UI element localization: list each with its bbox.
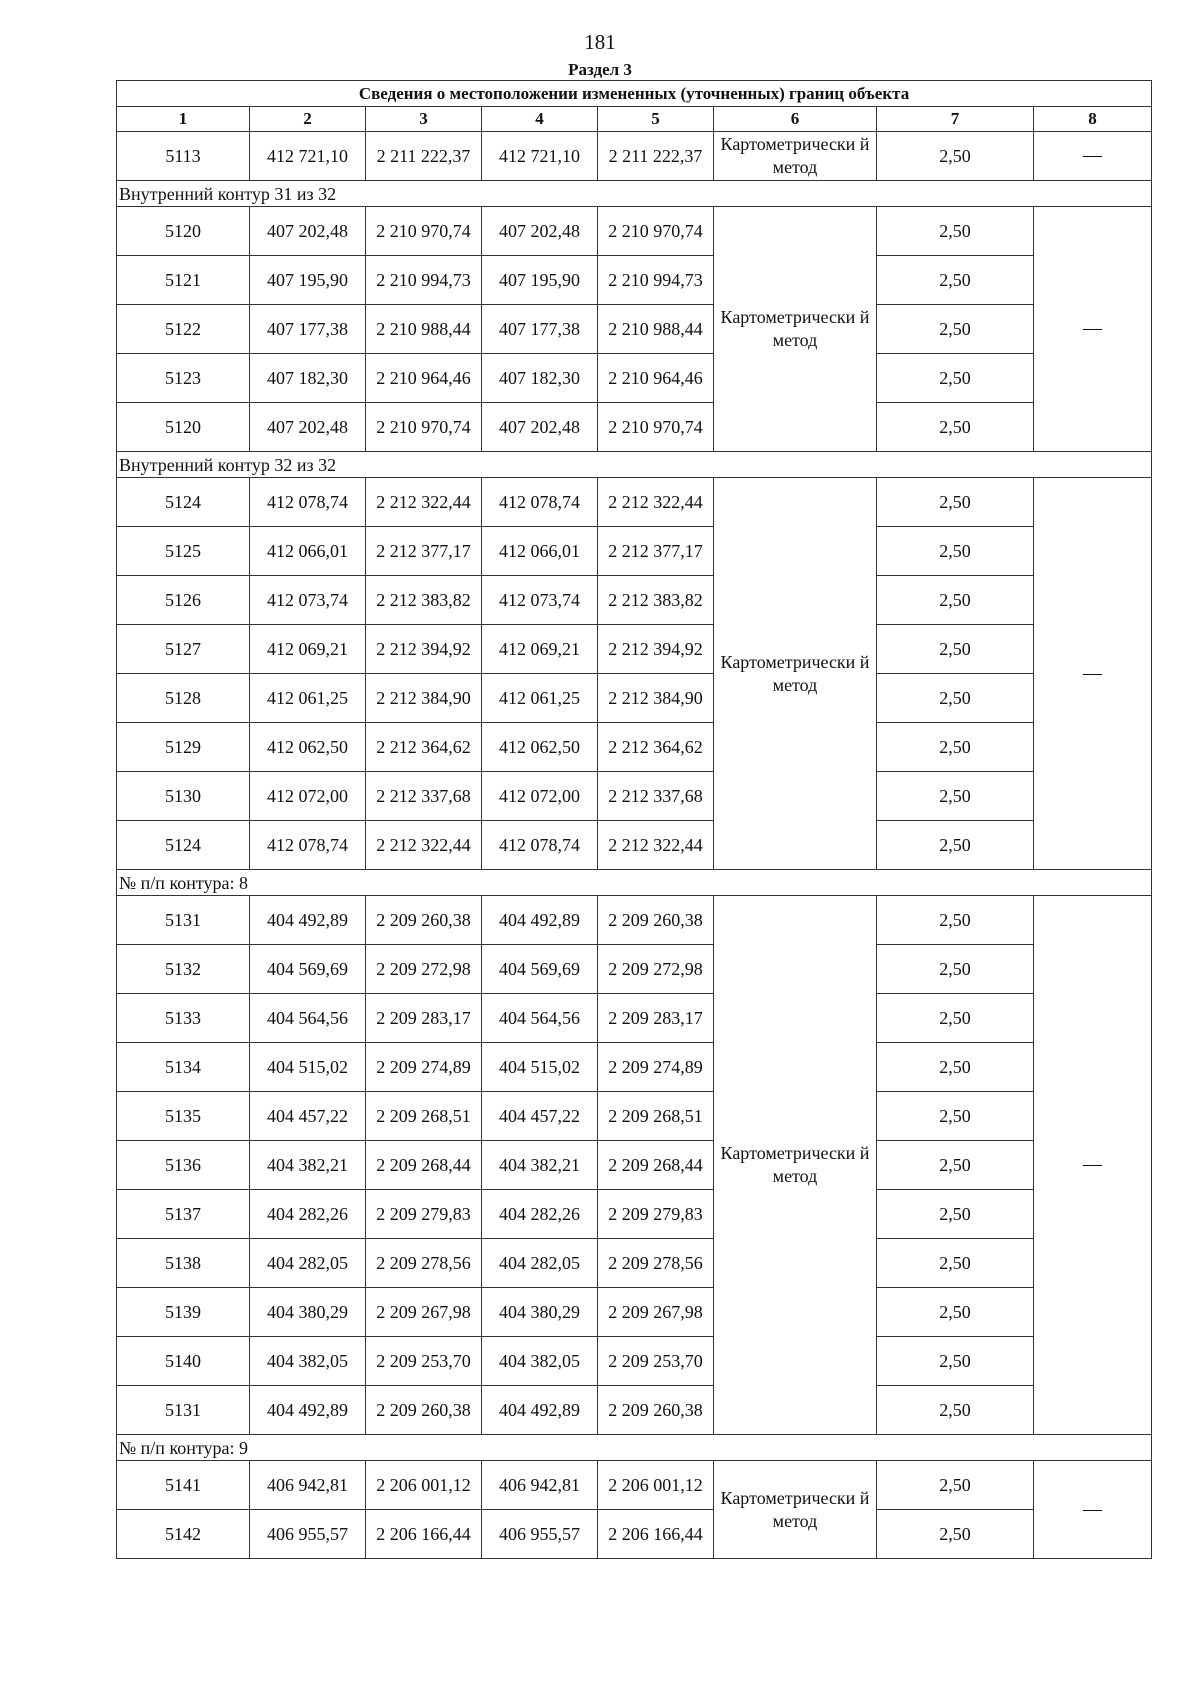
x-new: 412 069,21	[482, 625, 598, 674]
point-number: 5135	[117, 1092, 250, 1141]
contour-label: № п/п контура: 8	[117, 870, 1152, 896]
point-number: 5141	[117, 1461, 250, 1510]
contour-header	[117, 1435, 1152, 1461]
table-row	[117, 354, 1152, 403]
y-existing: 2 210 994,73	[366, 256, 482, 305]
method-cell: Картометрически й метод	[714, 1461, 877, 1559]
x-existing: 404 492,89	[250, 896, 366, 945]
precision-value: 2,50	[877, 723, 1034, 772]
table-row	[117, 674, 1152, 723]
y-existing: 2 206 001,12	[366, 1461, 482, 1510]
table-row	[117, 1337, 1152, 1386]
y-new: 2 212 383,82	[598, 576, 714, 625]
point-number: 5129	[117, 723, 250, 772]
x-existing: 412 062,50	[250, 723, 366, 772]
y-existing: 2 210 970,74	[366, 403, 482, 452]
precision-value: 2,50	[877, 1092, 1034, 1141]
y-existing: 2 210 988,44	[366, 305, 482, 354]
precision-value: 2,50	[877, 772, 1034, 821]
table-row	[117, 1141, 1152, 1190]
precision-value: 2,50	[877, 256, 1034, 305]
contour-header	[117, 870, 1152, 896]
contour-header	[117, 452, 1152, 478]
method-cell: Картометрически й метод	[714, 478, 877, 870]
table-body	[117, 81, 1152, 1559]
point-number: 5126	[117, 576, 250, 625]
x-existing: 407 195,90	[250, 256, 366, 305]
y-new: 2 209 279,83	[598, 1190, 714, 1239]
y-new: 2 209 283,17	[598, 994, 714, 1043]
x-new: 404 492,89	[482, 1386, 598, 1435]
y-existing: 2 206 166,44	[366, 1510, 482, 1559]
point-number: 5122	[117, 305, 250, 354]
y-new: 2 212 322,44	[598, 478, 714, 527]
point-number: 5134	[117, 1043, 250, 1092]
column-number-1: 1	[117, 107, 250, 132]
table-row	[117, 256, 1152, 305]
precision-value: 2,50	[877, 674, 1034, 723]
column-number-5: 5	[598, 107, 714, 132]
x-new: 412 061,25	[482, 674, 598, 723]
x-new: 412 721,10	[482, 132, 598, 181]
x-existing: 404 382,21	[250, 1141, 366, 1190]
precision-value: 2,50	[877, 1337, 1034, 1386]
point-number: 5132	[117, 945, 250, 994]
y-new: 2 210 994,73	[598, 256, 714, 305]
x-existing: 404 380,29	[250, 1288, 366, 1337]
x-new: 407 177,38	[482, 305, 598, 354]
y-new: 2 210 970,74	[598, 207, 714, 256]
y-new: 2 212 337,68	[598, 772, 714, 821]
precision-value: 2,50	[877, 1190, 1034, 1239]
x-new: 404 282,26	[482, 1190, 598, 1239]
x-new: 404 564,56	[482, 994, 598, 1043]
point-number: 5120	[117, 403, 250, 452]
x-existing: 404 515,02	[250, 1043, 366, 1092]
x-new: 407 195,90	[482, 256, 598, 305]
column-numbers-row	[117, 107, 1152, 132]
precision-value: 2,50	[877, 576, 1034, 625]
y-existing: 2 209 253,70	[366, 1337, 482, 1386]
point-number: 5142	[117, 1510, 250, 1559]
precision-value: 2,50	[877, 1386, 1034, 1435]
point-number: 5133	[117, 994, 250, 1043]
x-new: 404 282,05	[482, 1239, 598, 1288]
y-existing: 2 209 267,98	[366, 1288, 482, 1337]
table-row	[117, 1043, 1152, 1092]
table-row	[117, 625, 1152, 674]
column-number-3: 3	[366, 107, 482, 132]
x-existing: 407 182,30	[250, 354, 366, 403]
table-row	[117, 994, 1152, 1043]
x-new: 412 072,00	[482, 772, 598, 821]
x-existing: 412 066,01	[250, 527, 366, 576]
contour-label: Внутренний контур 31 из 32	[117, 181, 1152, 207]
x-new: 404 515,02	[482, 1043, 598, 1092]
table-title-row	[117, 81, 1152, 107]
column-number-2: 2	[250, 107, 366, 132]
y-existing: 2 210 970,74	[366, 207, 482, 256]
y-existing: 2 209 260,38	[366, 896, 482, 945]
table-row	[117, 576, 1152, 625]
x-existing: 404 282,26	[250, 1190, 366, 1239]
y-existing: 2 212 377,17	[366, 527, 482, 576]
table-row	[117, 945, 1152, 994]
y-new: 2 212 322,44	[598, 821, 714, 870]
y-existing: 2 212 337,68	[366, 772, 482, 821]
table-title: Сведения о местоположении измененных (уточненных) границ объекта	[117, 81, 1152, 107]
table-row	[117, 305, 1152, 354]
precision-value: 2,50	[877, 945, 1034, 994]
point-number: 5137	[117, 1190, 250, 1239]
x-new: 406 942,81	[482, 1461, 598, 1510]
method-cell: Картометрически й метод	[714, 896, 877, 1435]
column-8-cell: —	[1034, 132, 1152, 181]
table-row	[117, 772, 1152, 821]
x-existing: 406 942,81	[250, 1461, 366, 1510]
y-existing: 2 211 222,37	[366, 132, 482, 181]
y-new: 2 209 267,98	[598, 1288, 714, 1337]
x-existing: 412 072,00	[250, 772, 366, 821]
y-new: 2 210 964,46	[598, 354, 714, 403]
table-row	[117, 1510, 1152, 1559]
y-new: 2 209 260,38	[598, 1386, 714, 1435]
y-new: 2 212 377,17	[598, 527, 714, 576]
coordinates-table	[116, 80, 1152, 1559]
table-row	[117, 1288, 1152, 1337]
column-number-6: 6	[714, 107, 877, 132]
point-number: 5125	[117, 527, 250, 576]
column-8-cell: —	[1034, 896, 1152, 1435]
column-8-cell: —	[1034, 1461, 1152, 1559]
y-new: 2 206 001,12	[598, 1461, 714, 1510]
table-row	[117, 527, 1152, 576]
y-existing: 2 212 322,44	[366, 478, 482, 527]
table-row	[117, 207, 1152, 256]
point-number: 5130	[117, 772, 250, 821]
y-existing: 2 209 278,56	[366, 1239, 482, 1288]
x-new: 404 380,29	[482, 1288, 598, 1337]
x-new: 407 182,30	[482, 354, 598, 403]
x-existing: 412 073,74	[250, 576, 366, 625]
column-8-cell: —	[1034, 207, 1152, 452]
y-new: 2 209 260,38	[598, 896, 714, 945]
x-existing: 407 202,48	[250, 207, 366, 256]
x-new: 412 073,74	[482, 576, 598, 625]
table-row	[117, 1239, 1152, 1288]
precision-value: 2,50	[877, 625, 1034, 674]
y-new: 2 209 272,98	[598, 945, 714, 994]
x-existing: 412 069,21	[250, 625, 366, 674]
precision-value: 2,50	[877, 132, 1034, 181]
x-existing: 404 282,05	[250, 1239, 366, 1288]
y-new: 2 209 274,89	[598, 1043, 714, 1092]
y-existing: 2 212 384,90	[366, 674, 482, 723]
table-row	[117, 723, 1152, 772]
y-new: 2 212 384,90	[598, 674, 714, 723]
x-existing: 407 177,38	[250, 305, 366, 354]
x-new: 404 382,21	[482, 1141, 598, 1190]
table-row	[117, 478, 1152, 527]
x-new: 407 202,48	[482, 207, 598, 256]
method-cell: Картометрически й метод	[714, 207, 877, 452]
table-row	[117, 821, 1152, 870]
x-existing: 412 061,25	[250, 674, 366, 723]
table-row	[117, 1461, 1152, 1510]
y-new: 2 212 394,92	[598, 625, 714, 674]
contour-label: Внутренний контур 32 из 32	[117, 452, 1152, 478]
point-number: 5124	[117, 821, 250, 870]
y-existing: 2 210 964,46	[366, 354, 482, 403]
y-new: 2 209 278,56	[598, 1239, 714, 1288]
table-row	[117, 896, 1152, 945]
precision-value: 2,50	[877, 994, 1034, 1043]
table-row	[117, 1190, 1152, 1239]
point-number: 5124	[117, 478, 250, 527]
x-existing: 404 457,22	[250, 1092, 366, 1141]
y-existing: 2 209 268,51	[366, 1092, 482, 1141]
x-new: 412 078,74	[482, 478, 598, 527]
y-existing: 2 209 274,89	[366, 1043, 482, 1092]
column-number-7: 7	[877, 107, 1034, 132]
precision-value: 2,50	[877, 1141, 1034, 1190]
precision-value: 2,50	[877, 1510, 1034, 1559]
y-new: 2 211 222,37	[598, 132, 714, 181]
point-number: 5139	[117, 1288, 250, 1337]
precision-value: 2,50	[877, 1288, 1034, 1337]
y-new: 2 209 268,51	[598, 1092, 714, 1141]
point-number: 5136	[117, 1141, 250, 1190]
point-number: 5123	[117, 354, 250, 403]
table-row	[117, 1092, 1152, 1141]
point-number: 5128	[117, 674, 250, 723]
point-number: 5127	[117, 625, 250, 674]
point-number: 5131	[117, 1386, 250, 1435]
table-row	[117, 132, 1152, 181]
y-existing: 2 209 279,83	[366, 1190, 482, 1239]
x-existing: 404 564,56	[250, 994, 366, 1043]
y-existing: 2 209 260,38	[366, 1386, 482, 1435]
x-new: 412 078,74	[482, 821, 598, 870]
x-new: 412 066,01	[482, 527, 598, 576]
column-number-4: 4	[482, 107, 598, 132]
y-new: 2 209 268,44	[598, 1141, 714, 1190]
y-existing: 2 212 322,44	[366, 821, 482, 870]
x-new: 412 062,50	[482, 723, 598, 772]
precision-value: 2,50	[877, 305, 1034, 354]
point-number: 5121	[117, 256, 250, 305]
precision-value: 2,50	[877, 354, 1034, 403]
x-new: 404 492,89	[482, 896, 598, 945]
y-new: 2 210 970,74	[598, 403, 714, 452]
y-existing: 2 209 272,98	[366, 945, 482, 994]
x-new: 404 457,22	[482, 1092, 598, 1141]
x-existing: 404 382,05	[250, 1337, 366, 1386]
point-number: 5140	[117, 1337, 250, 1386]
method-cell: Картометрически й метод	[714, 132, 877, 181]
precision-value: 2,50	[877, 821, 1034, 870]
table-row	[117, 1386, 1152, 1435]
precision-value: 2,50	[877, 478, 1034, 527]
precision-value: 2,50	[877, 207, 1034, 256]
x-new: 406 955,57	[482, 1510, 598, 1559]
precision-value: 2,50	[877, 527, 1034, 576]
point-number: 5120	[117, 207, 250, 256]
point-number: 5113	[117, 132, 250, 181]
precision-value: 2,50	[877, 1239, 1034, 1288]
x-existing: 404 492,89	[250, 1386, 366, 1435]
y-existing: 2 212 394,92	[366, 625, 482, 674]
contour-label: № п/п контура: 9	[117, 1435, 1152, 1461]
x-existing: 412 078,74	[250, 821, 366, 870]
y-existing: 2 209 283,17	[366, 994, 482, 1043]
x-existing: 404 569,69	[250, 945, 366, 994]
x-new: 404 382,05	[482, 1337, 598, 1386]
page-number: 181	[584, 30, 616, 54]
column-8-cell: —	[1034, 478, 1152, 870]
column-number-8: 8	[1034, 107, 1152, 132]
x-new: 407 202,48	[482, 403, 598, 452]
section-title: Раздел 3	[568, 60, 632, 79]
y-existing: 2 209 268,44	[366, 1141, 482, 1190]
x-existing: 406 955,57	[250, 1510, 366, 1559]
y-existing: 2 212 364,62	[366, 723, 482, 772]
x-existing: 412 721,10	[250, 132, 366, 181]
x-existing: 407 202,48	[250, 403, 366, 452]
precision-value: 2,50	[877, 1461, 1034, 1510]
x-existing: 412 078,74	[250, 478, 366, 527]
y-existing: 2 212 383,82	[366, 576, 482, 625]
x-new: 404 569,69	[482, 945, 598, 994]
y-new: 2 212 364,62	[598, 723, 714, 772]
precision-value: 2,50	[877, 403, 1034, 452]
contour-header	[117, 181, 1152, 207]
y-new: 2 206 166,44	[598, 1510, 714, 1559]
y-new: 2 210 988,44	[598, 305, 714, 354]
y-new: 2 209 253,70	[598, 1337, 714, 1386]
precision-value: 2,50	[877, 1043, 1034, 1092]
point-number: 5131	[117, 896, 250, 945]
precision-value: 2,50	[877, 896, 1034, 945]
point-number: 5138	[117, 1239, 250, 1288]
table-row	[117, 403, 1152, 452]
